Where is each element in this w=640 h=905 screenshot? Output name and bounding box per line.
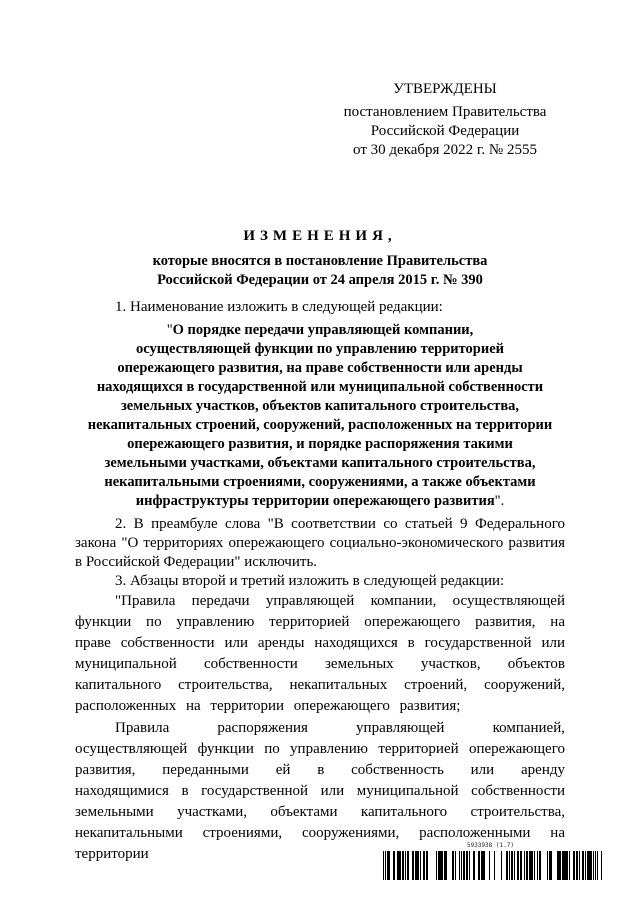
- barcode-number: 5933938 (1.7): [467, 842, 514, 849]
- barcode-bar: [524, 851, 525, 880]
- barcode-bar: [595, 851, 596, 880]
- barcode-bar: [501, 851, 502, 880]
- rules-paragraph-1: "Правила передачи управляющей компании, осуществляющей функции по управлению территорией опережающего развития, на праве собственности или аренды находящихся в государственной или муниципальной собственности земельных участков, объектов капитального строительства, некапитальных строений, сооружений, расположенных на территории опережающего развития;: [75, 593, 565, 714]
- barcode-bar: [529, 851, 531, 880]
- barcode-bar: [398, 851, 399, 880]
- barcode-bar: [445, 851, 447, 880]
- barcode-bar: [489, 851, 490, 880]
- barcode-bar: [526, 851, 527, 880]
- quote-text-line: некапитальными строениями, сооружениями, а также объектами: [104, 474, 536, 490]
- barcode-bar: [423, 851, 425, 880]
- barcode-bar: [482, 851, 483, 880]
- barcode-bar: [601, 851, 602, 880]
- barcode-bar: [439, 851, 441, 880]
- document-body: [75, 298, 565, 865]
- barcode-bar: [407, 851, 409, 880]
- quote-text-line: осуществляющей функции по управлению территорией: [135, 341, 505, 357]
- barcode-bar: [452, 851, 454, 880]
- document-barcode: [383, 842, 607, 882]
- barcode-bar: [588, 851, 590, 880]
- barcode-bar: [466, 851, 468, 880]
- barcode-bar: [436, 851, 437, 880]
- barcode-bar: [399, 851, 401, 880]
- barcode-bar: [393, 851, 395, 880]
- barcode-bar: [564, 851, 566, 880]
- barcode-bar: [534, 851, 535, 880]
- barcode-bar: [441, 851, 442, 880]
- barcode-bar: [509, 851, 510, 880]
- quote-text-line: находящихся в государственной или муниципальной собственности: [96, 379, 544, 395]
- quote-open-mark: ": [166, 322, 173, 338]
- barcode-bar: [417, 851, 419, 880]
- barcode-bar: [566, 851, 568, 880]
- item-3: 3. Абзацы второй и третий изложить в следующей редакции:: [115, 573, 505, 589]
- approval-stamp: [330, 80, 560, 160]
- new-title-quote: [75, 321, 565, 511]
- barcode-bar: [481, 851, 482, 880]
- barcode-bar: [427, 851, 428, 880]
- subtitle-line-2: Российской Федерации от 24 апреля 2015 г. № 390: [157, 272, 483, 288]
- barcode-bar: [551, 851, 552, 880]
- barcode-icon: [383, 851, 607, 880]
- barcode-bar: [387, 851, 388, 880]
- barcode-bar: [520, 851, 522, 880]
- barcode-bar: [469, 851, 470, 880]
- quote-text-line: О порядке передачи управляющей компании,: [172, 322, 474, 338]
- approval-line-2: Российской Федерации: [370, 123, 520, 139]
- barcode-bar: [483, 851, 485, 880]
- barcode-bar: [415, 851, 417, 880]
- barcode-bar: [506, 851, 508, 880]
- barcode-bar: [478, 851, 479, 880]
- barcode-bar: [585, 851, 586, 880]
- document-subtitle: [90, 252, 550, 290]
- barcode-bar: [540, 851, 541, 880]
- quote-text-line: земельных участков, объектов капитального строительства,: [120, 398, 520, 414]
- barcode-bar: [527, 851, 528, 880]
- approved-heading: УТВЕРЖДЕНЫ: [393, 81, 497, 97]
- barcode-bar: [397, 851, 398, 880]
- barcode-bar: [582, 851, 584, 880]
- barcode-bar: [385, 851, 386, 880]
- quote-close-mark: ".: [494, 493, 505, 509]
- barcode-bar: [426, 851, 427, 880]
- barcode-bar: [569, 851, 570, 880]
- barcode-bar: [511, 851, 513, 880]
- barcode-bar: [549, 851, 551, 880]
- quote-line: [75, 321, 565, 340]
- barcode-bar: [531, 851, 533, 880]
- document-title: ИЗМЕНЕНИЯ,: [243, 228, 397, 244]
- barcode-bar: [597, 851, 598, 880]
- barcode-bar: [547, 851, 548, 880]
- quote-text-line: опережающего развития, и порядке распоряжения такими: [127, 436, 513, 452]
- barcode-bar: [557, 851, 559, 880]
- barcode-bar: [473, 851, 475, 880]
- barcode-bar: [494, 851, 495, 880]
- subtitle-line-1: которые вносятся в постановление Правительства: [152, 253, 488, 269]
- barcode-bar: [455, 851, 456, 880]
- barcode-bar: [559, 851, 561, 880]
- barcode-bar: [402, 851, 404, 880]
- barcode-bar: [405, 851, 406, 880]
- barcode-bar: [464, 851, 465, 880]
- barcode-bar: [383, 851, 384, 880]
- barcode-bar: [537, 851, 538, 880]
- barcode-bar: [442, 851, 443, 880]
- quote-text-line: некапитальных строений, сооружений, расположенных на территории: [87, 417, 553, 433]
- quote-text-line: земельными участками, объектами капитального строительства,: [104, 455, 536, 471]
- quote-line: [75, 492, 565, 511]
- barcode-bar: [590, 851, 592, 880]
- approval-line-3: от 30 декабря 2022 г. № 2555: [353, 142, 537, 158]
- barcode-bar: [412, 851, 414, 880]
- barcode-bar: [576, 851, 578, 880]
- barcode-bar: [388, 851, 390, 880]
- barcode-bar: [517, 851, 519, 880]
- quote-text-line: инфраструктуры территории опережающего развития: [135, 493, 495, 509]
- item-2: 2. В преамбуле слова "В соответствии со статьей 9 Федерального закона "О территориях опережающего социально-экономического развития в Российской Федерации" исключить.: [75, 516, 565, 570]
- barcode-bar: [444, 851, 445, 880]
- barcode-bar: [479, 851, 480, 880]
- barcode-bar: [461, 851, 462, 880]
- approval-line-1: постановлением Правительства: [343, 104, 547, 120]
- barcode-bar: [459, 851, 460, 880]
- barcode-bar: [539, 851, 540, 880]
- quote-text-line: опережающего развития, на праве собственности или аренды: [117, 360, 523, 376]
- barcode-bar: [420, 851, 421, 880]
- rules-paragraph-2: Правила распоряжения управляющей компанией, осуществляющей функции по управлению территорией опережающего развития, переданными ей в собственность или аренду находящимися в государственной или муниципальной собственности земельными участками, объектами капитального строительства, некапитальными строениями, сооружениями, расположенными на территории: [75, 720, 565, 862]
- barcode-bar: [593, 851, 594, 880]
- barcode-bar: [438, 851, 439, 880]
- item-1: 1. Наименование изложить в следующей редакции:: [115, 299, 443, 315]
- barcode-bar: [573, 851, 575, 880]
- barcode-bar: [563, 851, 564, 880]
- barcode-bar: [463, 851, 464, 880]
- barcode-bar: [587, 851, 588, 880]
- barcode-bar: [514, 851, 515, 880]
- barcode-bar: [579, 851, 580, 880]
- barcode-bar: [562, 851, 563, 880]
